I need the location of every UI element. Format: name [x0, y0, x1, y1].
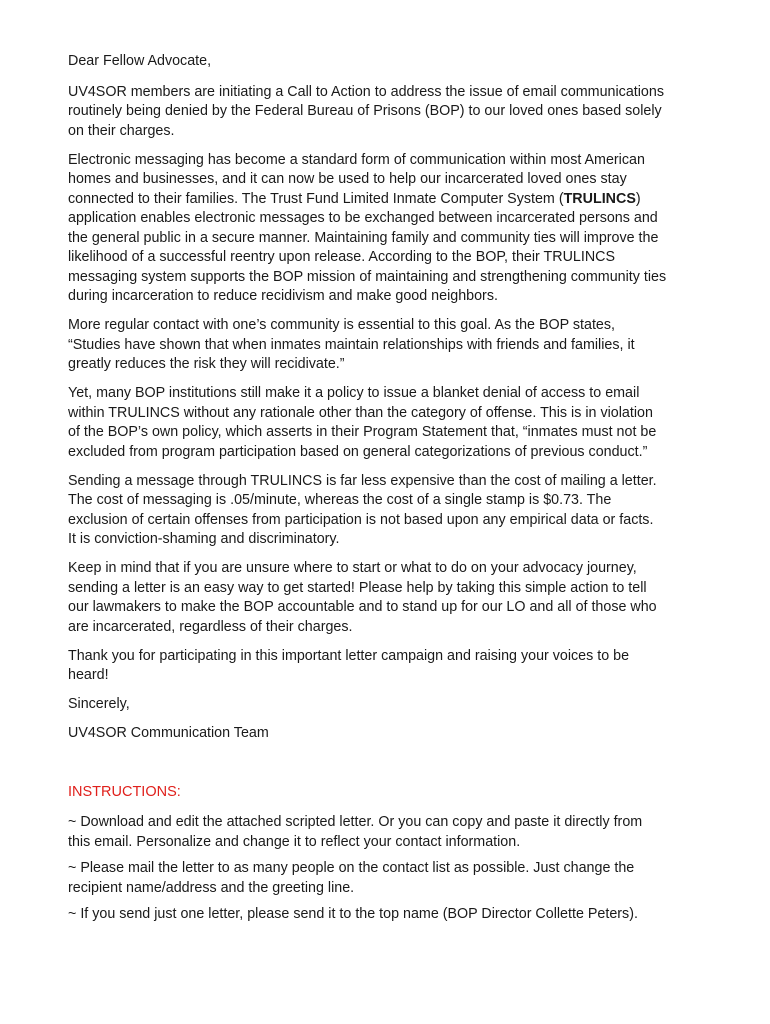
instruction-item: ~ If you send just one letter, please send it to the top name (BOP Director Collette Peters). — [68, 906, 638, 922]
closing: Sincerely, — [68, 696, 130, 712]
paragraph-text: Electronic messaging has become a standard form of communication within most American homes and businesses, and it can now be used to help our incarcerated loved ones stay connected to their families. The Trust Fund Limited Inmate Computer System ( — [68, 151, 645, 207]
instructions-list — [68, 813, 708, 925]
instruction-item: ~ Please mail the letter to as many people on the contact list as possible. Just change the recipient name/address and the greeting line. — [68, 860, 635, 896]
signature: UV4SOR Communication Team — [68, 725, 269, 741]
paragraph-thanks: Thank you for participating in this important letter campaign and raising your voices to be heard! — [68, 647, 630, 683]
paragraph-community-contact: More regular contact with one’s community is essential to this goal. As the BOP states, “Studies have shown that when inmates maintain relationships with friends and families, it greatly reduces the risk they will recidivate.” — [68, 317, 635, 372]
paragraph-blanket-denial: Yet, many BOP institutions still make it a policy to issue a blanket denial of access to email within TRULINCS without any rationale other than the category of offense. This is in violation of the BOP’s own policy, which asserts in their Program Statement that, “inmates must not be excluded from program participation based on general categorizations of previous conduct.” — [68, 385, 657, 460]
paragraph-electronic-messaging — [68, 151, 708, 307]
paragraph-cost: Sending a message through TRULINCS is far less expensive than the cost of mailing a letter. The cost of messaging is .05/minute, whereas the cost of a single stamp is $0.73. The exclusion of certain offenses from participation is not based upon any empirical data or facts. It is conviction-shaming and discriminatory. — [68, 472, 657, 547]
trulincs-bold: TRULINCS — [563, 190, 636, 207]
paragraph-advocacy: Keep in mind that if you are unsure where to start or what to do on your advocacy journey, sending a letter is an easy way to get started! Please help by taking this simple action to tell our lawmakers to make the BOP accountable and to stand up for our LO and all of those who are incarcerated, regardless of their charges. — [68, 560, 657, 635]
instruction-item: ~ Download and edit the attached scripted letter. Or you can copy and paste it directly from this email. Personalize and change it to reflect your contact information. — [68, 814, 643, 850]
greeting: Dear Fellow Advocate, — [68, 53, 212, 69]
paragraph-text: ) application enables electronic messages to be exchanged between incarcerated persons and the general public in a secure manner. Maintaining family and community ties will improve the likelihood of a successful reentry upon release. According to the BOP, their TRULINCS messaging system supports the BOP mission of maintaining and strengthening community ties during incarceration to reduce recidivism and make good neighbors. — [68, 190, 667, 304]
paragraph-call-to-action: UV4SOR members are initiating a Call to Action to address the issue of email communications routinely being denied by the Federal Bureau of Prisons (BOP) to our loved ones based solely on their charges. — [68, 83, 664, 139]
letter-body — [68, 52, 708, 932]
instructions-heading: INSTRUCTIONS: — [68, 783, 181, 800]
